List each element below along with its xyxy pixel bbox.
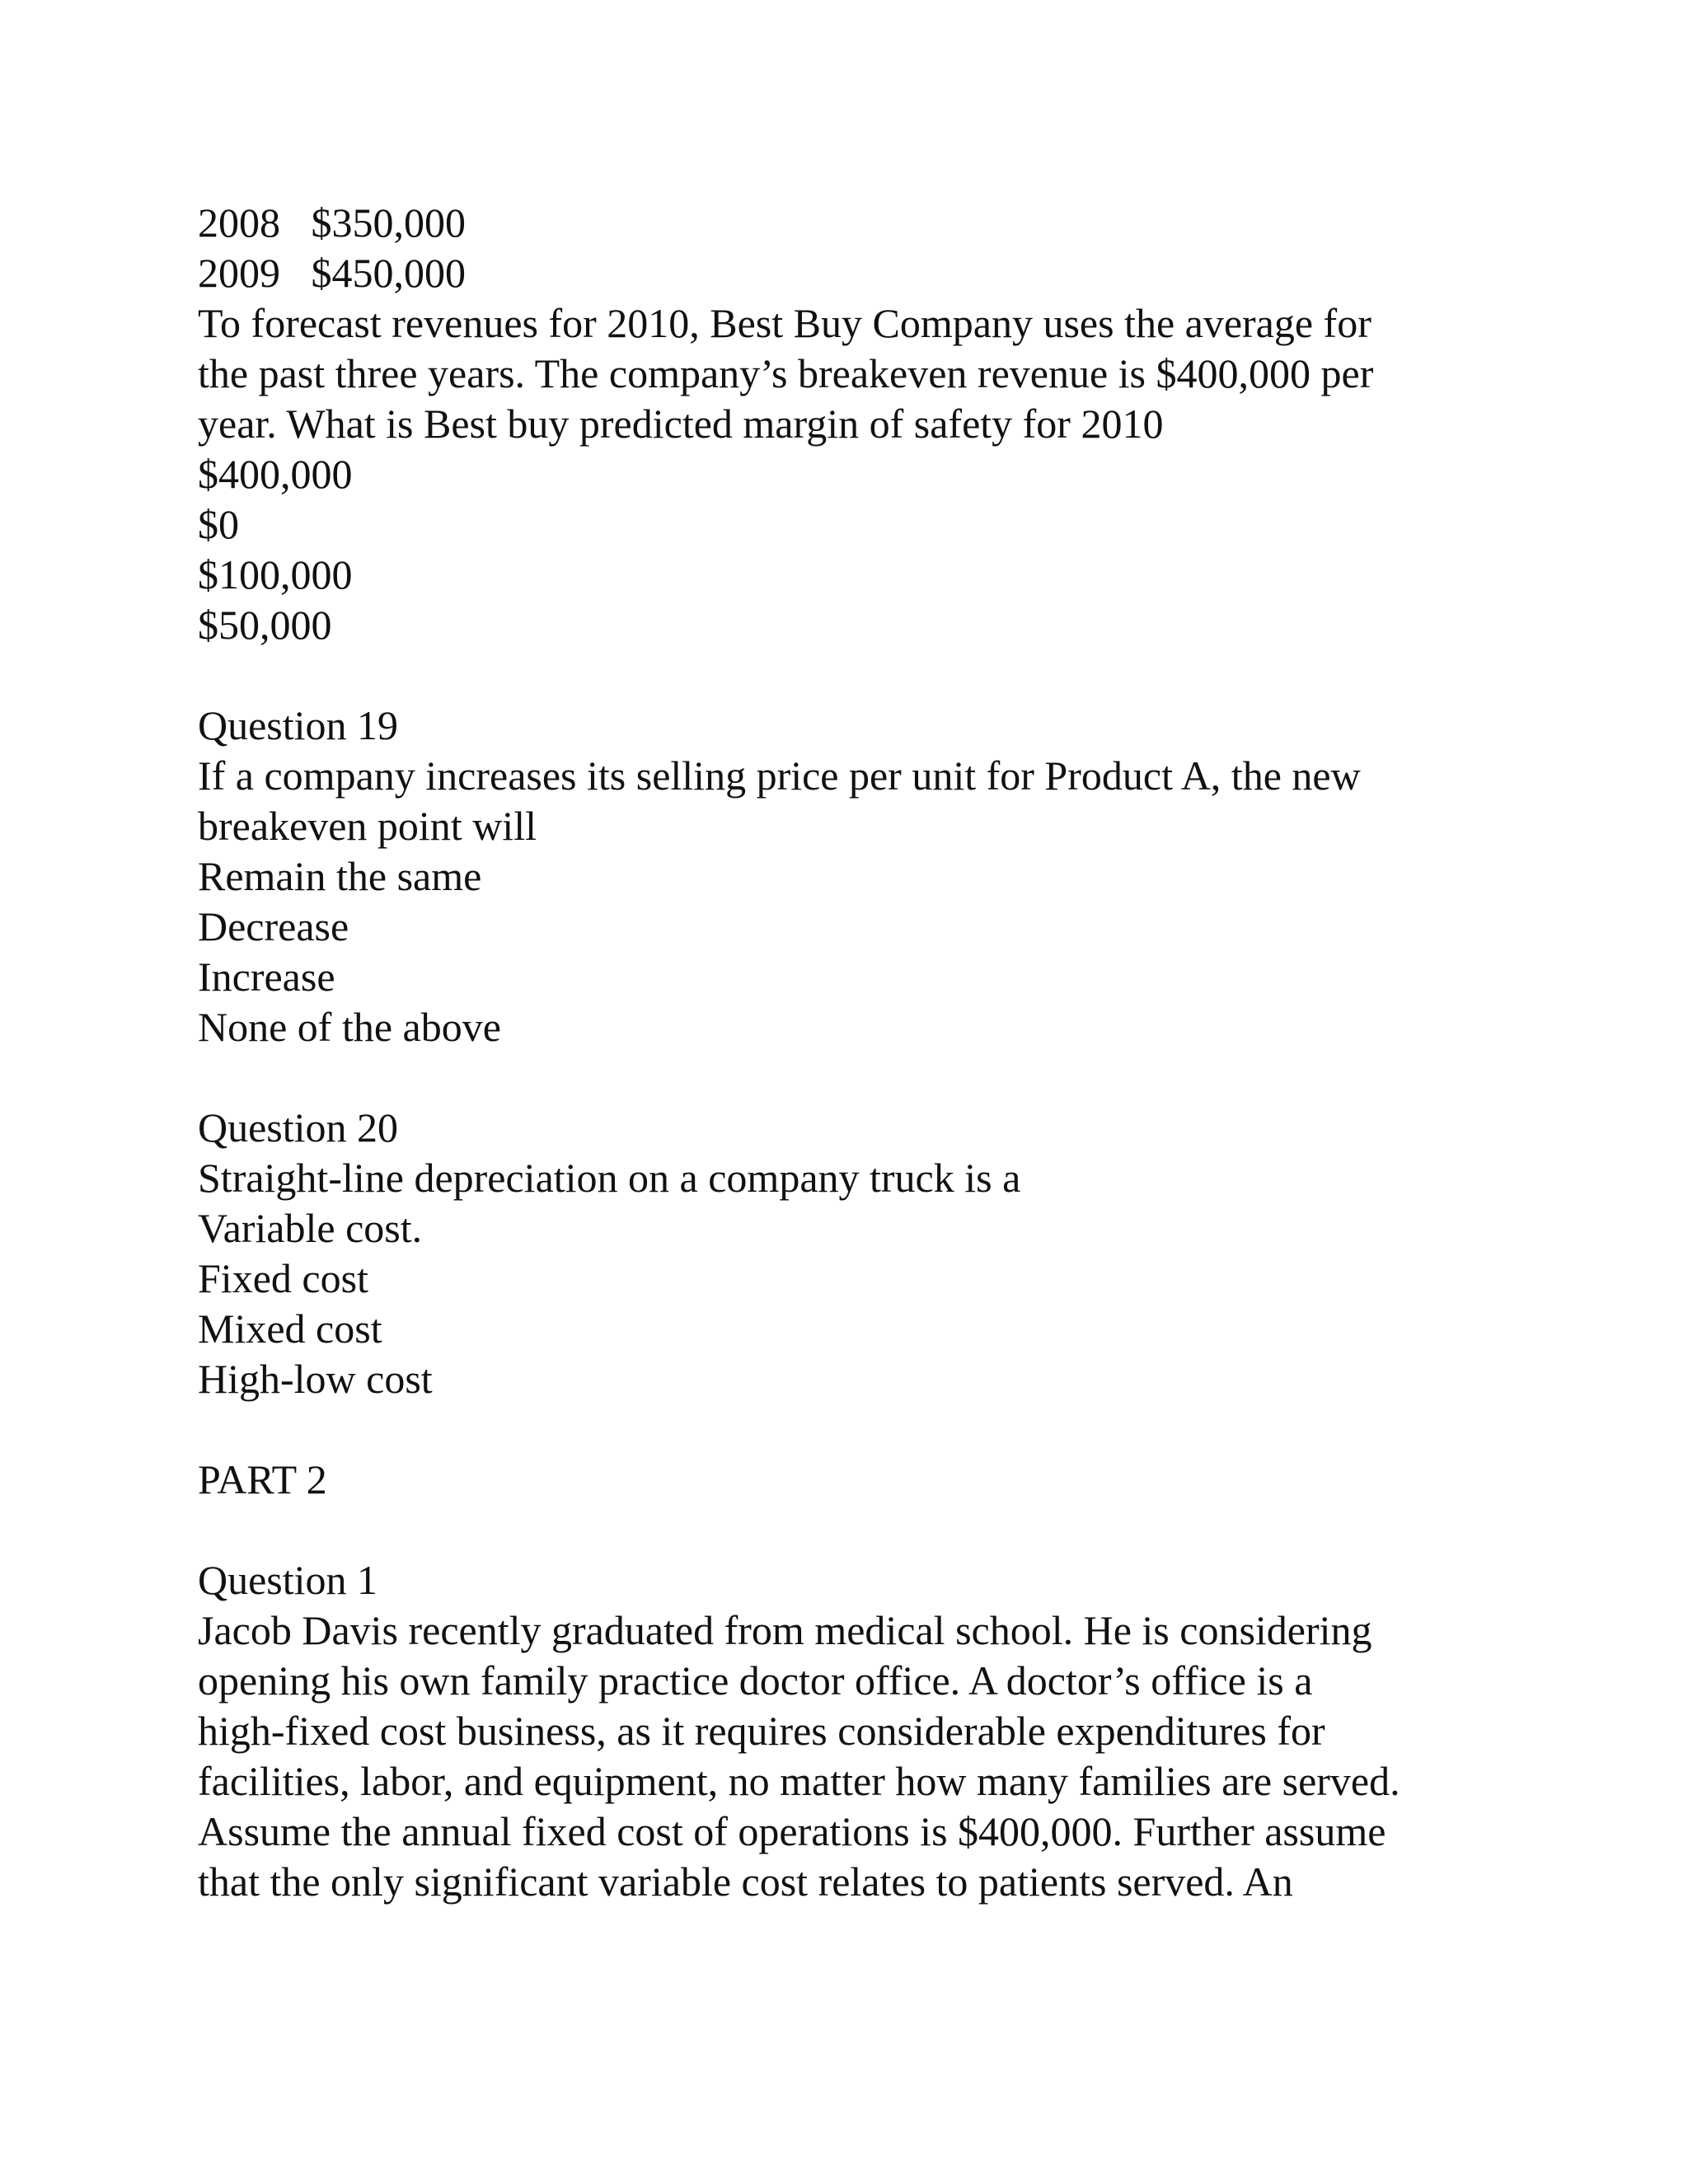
question-body-line: facilities, labor, and equipment, no matter how many families are served. <box>198 1758 1400 1804</box>
question-text-line: If a company increases its selling price per unit for Product A, the new <box>198 752 1361 799</box>
question-text-line: year. What is Best buy predicted margin of safety for 2010 <box>198 401 1164 447</box>
answer-option: $50,000 <box>198 602 332 648</box>
question-text-line: To forecast revenues for 2010, Best Buy Company uses the average for <box>198 300 1372 346</box>
question-1-block <box>198 1555 1484 1907</box>
part-heading: PART 2 <box>198 1456 327 1502</box>
answer-option: Remain the same <box>198 853 482 899</box>
answer-option: Mixed cost <box>198 1305 382 1352</box>
answer-option: $400,000 <box>198 451 353 497</box>
revenue-2009-line: 2009 $450,000 <box>198 250 466 296</box>
question-heading: Question 1 <box>198 1557 378 1603</box>
paragraph-gap <box>198 1052 1484 1103</box>
question-body-line: high-fixed cost business, as it requires considerable expenditures for <box>198 1708 1325 1754</box>
question-body-line: that the only significant variable cost relates to patients served. An <box>198 1858 1293 1905</box>
revenue-2008-line: 2008 $350,000 <box>198 199 466 246</box>
answer-option: None of the above <box>198 1004 501 1050</box>
answer-option: $0 <box>198 501 239 547</box>
answer-option: High-low cost <box>198 1356 433 1402</box>
answer-option: Variable cost. <box>198 1205 423 1251</box>
question-text-line: breakeven point will <box>198 803 537 849</box>
question-text-line: the past three years. The company’s breakeven revenue is $400,000 per <box>198 350 1374 396</box>
question-text-line: Straight-line depreciation on a company truck is a <box>198 1155 1021 1201</box>
paragraph-gap <box>198 650 1484 701</box>
answer-option: Fixed cost <box>198 1255 368 1301</box>
question-20-block <box>198 1103 1484 1404</box>
question-19-block <box>198 701 1484 1052</box>
paragraph-gap <box>198 1404 1484 1455</box>
question-body-line: opening his own family practice doctor office. A doctor’s office is a <box>198 1657 1313 1704</box>
document-page <box>198 198 1484 1907</box>
answer-option: Increase <box>198 954 335 1000</box>
answer-option: $100,000 <box>198 551 353 598</box>
paragraph-gap <box>198 1505 1484 1555</box>
question-body-line: Assume the annual fixed cost of operations is $400,000. Further assume <box>198 1808 1386 1854</box>
question-heading: Question 20 <box>198 1104 399 1151</box>
question-heading: Question 19 <box>198 702 399 748</box>
revenue-block <box>198 198 1484 650</box>
answer-option: Decrease <box>198 903 349 949</box>
question-body-line: Jacob Davis recently graduated from medical school. He is considering <box>198 1607 1372 1653</box>
